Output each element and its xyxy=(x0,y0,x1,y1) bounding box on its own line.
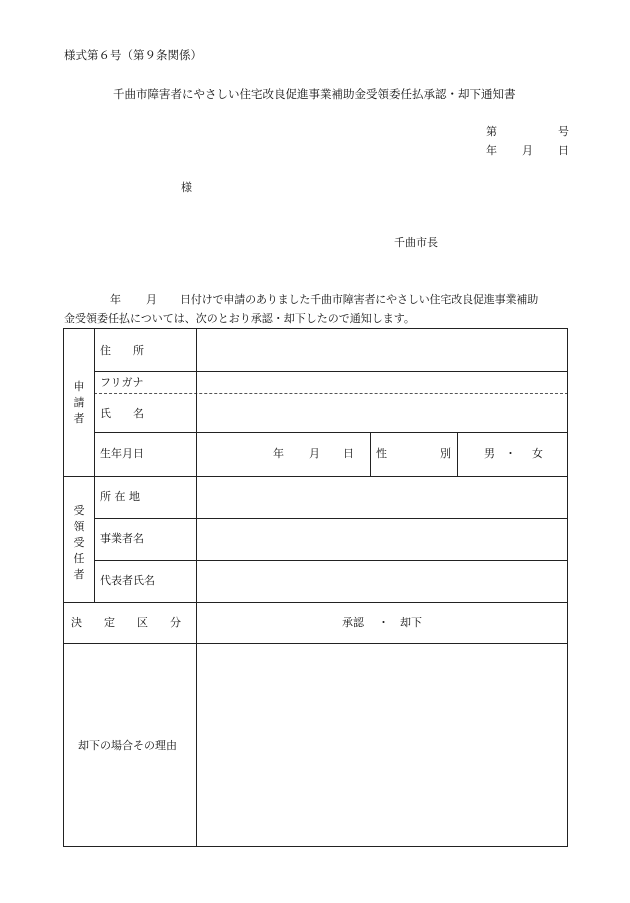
gender-male: 男 xyxy=(484,447,495,460)
doc-number-prefix: 第 xyxy=(486,125,497,138)
birth-year-unit: 年 xyxy=(273,447,284,460)
representative-label: 代表者氏名 xyxy=(100,574,155,587)
birth-month-unit: 月 xyxy=(309,447,320,460)
decision-label: 決 定 区 分 xyxy=(71,616,181,629)
applicant-group-label: 申請者 xyxy=(73,380,85,425)
gender-separator: ・ xyxy=(505,447,516,460)
form-number: 様式第６号（第９条関係） xyxy=(64,48,202,62)
sender-name: 千曲市長 xyxy=(394,236,438,249)
body-line-2: 金受領委任払については、次のとおり承認・却下したので通知します。 xyxy=(64,312,415,325)
decision-reject: 却下 xyxy=(400,616,422,629)
business-name-label: 事業者名 xyxy=(100,532,144,545)
gender-label-a: 性 xyxy=(376,447,387,460)
furigana-label: フリガナ xyxy=(100,376,144,389)
addressee-honorific: 様 xyxy=(181,181,192,194)
date-month: 月 xyxy=(522,144,533,157)
decision-approve: 承認 xyxy=(342,616,364,629)
body-month: 月 xyxy=(146,293,157,306)
date-day: 日 xyxy=(558,144,569,157)
date-year: 年 xyxy=(486,144,497,157)
gender-label-b: 別 xyxy=(440,447,451,460)
body-line-1: 日付けで申請のありました千曲市障害者にやさしい住宅改良促進事業補助 xyxy=(180,293,539,306)
page-title: 千曲市障害者にやさしい住宅改良促進事業補助金受領委任払承認・却下通知書 xyxy=(113,87,516,101)
birthdate-label: 生年月日 xyxy=(100,447,144,460)
rejection-reason-label: 却下の場合その理由 xyxy=(78,739,177,752)
decision-separator: ・ xyxy=(378,616,389,629)
body-year: 年 xyxy=(110,293,121,306)
location-label: 所 在 地 xyxy=(100,490,140,503)
birth-day-unit: 日 xyxy=(343,447,354,460)
gender-female: 女 xyxy=(532,447,543,460)
address-label: 住 所 xyxy=(100,344,144,357)
name-label: 氏 名 xyxy=(100,407,144,420)
agent-group-label: 受領受任者 xyxy=(73,504,85,581)
doc-number-suffix: 号 xyxy=(558,125,569,138)
